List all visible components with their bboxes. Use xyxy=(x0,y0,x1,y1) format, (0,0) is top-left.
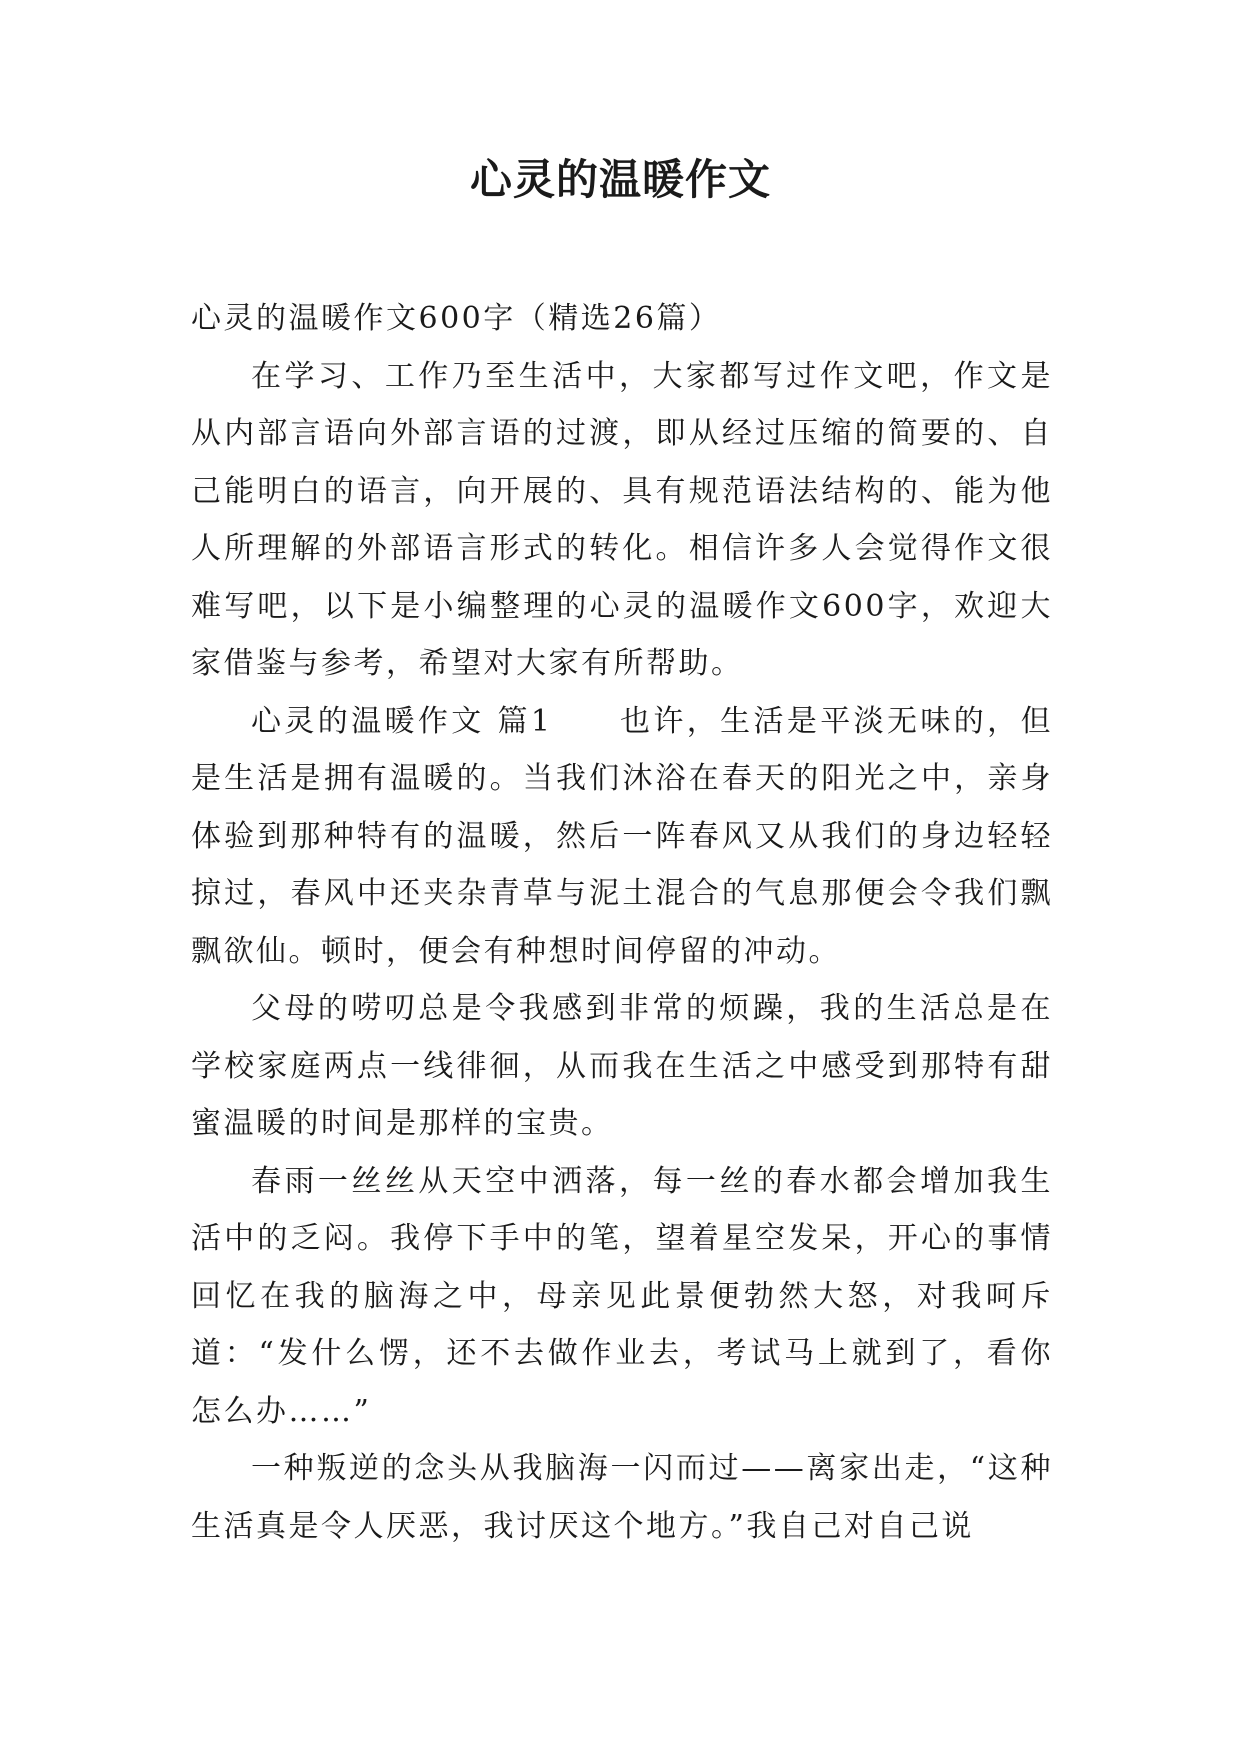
intro-paragraph: 在学习、工作乃至生活中，大家都写过作文吧，作文是从内部言语向外部言语的过渡，即从经过压缩的简要的、自己能明白的语言，向开展的、具有规范语法结构的、能为他人所理解的外部语言形式的转化。相信许多人会觉得作文很难写吧，以下是小编整理的心灵的温暖作文600字，欢迎大家借鉴与参考，希望对大家有所帮助。 xyxy=(191,358,1053,681)
document-body xyxy=(191,290,1053,1555)
body-paragraph: 一种叛逆的念头从我脑海一闪而过——离家出走，“这种生活真是令人厌恶，我讨厌这个地方。”我自己对自己说 xyxy=(191,1451,1053,1544)
document-title: 心灵的温暖作文 xyxy=(469,155,771,204)
body-paragraph: 父母的唠叨总是令我感到非常的烦躁，我的生活总是在学校家庭两点一线徘徊，从而我在生活之中感受到那特有甜蜜温暖的时间是那样的宝贵。 xyxy=(191,991,1053,1141)
document-subtitle: 心灵的温暖作文600字（精选26篇） xyxy=(191,301,722,336)
body-paragraph: 心灵的温暖作文 篇1 也许，生活是平淡无味的，但是生活是拥有温暖的。当我们沐浴在春天的阳光之中，亲身体验到那种特有的温暖，然后一阵春风又从我们的身边轻轻掠过，春风中还夹杂青草与泥土混合的气息那便会令我们飘飘欲仙。顿时，便会有种想时间停留的冲动。 xyxy=(191,703,1053,969)
body-paragraph: 春雨一丝丝从天空中洒落，每一丝的春水都会增加我生活中的乏闷。我停下手中的笔，望着星空发呆，开心的事情回忆在我的脑海之中，母亲见此景便勃然大怒，对我呵斥道：“发什么愣，还不去做作业去，考试马上就到了，看你怎么办……” xyxy=(191,1163,1053,1429)
